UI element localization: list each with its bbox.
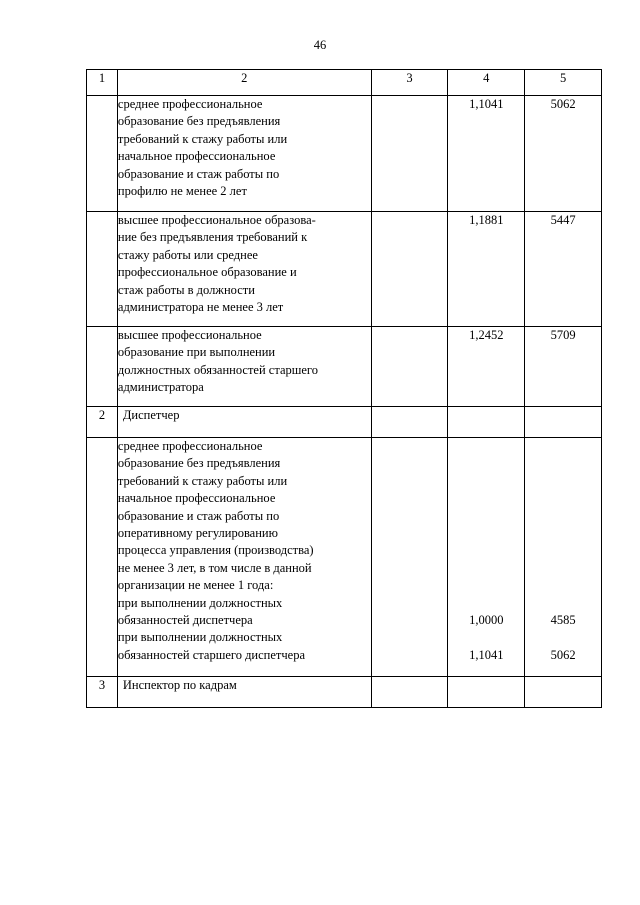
table-row — [87, 327, 602, 407]
salary-senior-dispatcher: 5062 — [550, 648, 576, 662]
coefficient-dispatcher: 1,0000 — [469, 613, 504, 627]
coefficient-cell: 1,2452 — [448, 327, 525, 407]
empty-cell — [525, 407, 602, 438]
salary-cell: 5447 — [525, 212, 602, 327]
index-cell — [87, 96, 118, 212]
text-line: образование без предъявления — [117, 456, 281, 471]
salary-dispatcher: 4585 — [550, 613, 576, 627]
coefficient-cell: 1,1881 — [448, 212, 525, 327]
header-cell-2: 2 — [117, 70, 371, 96]
text-line: администратора не менее 3 лет — [117, 300, 284, 315]
text-line: обязанностей диспетчера — [117, 613, 253, 628]
text-line: обязанностей старшего диспетчера — [117, 647, 305, 662]
salary-cell — [525, 438, 602, 677]
text-line: начальное профессиональное — [117, 149, 276, 164]
header-cell-4: 4 — [448, 70, 525, 96]
text-line: начальное профессиональное — [117, 491, 276, 506]
empty-cell — [371, 407, 448, 438]
text-line: образование при выполнении — [117, 345, 276, 360]
section-title: Диспетчер — [117, 407, 371, 438]
text-line: не менее 3 лет, в том числе в данной — [117, 560, 312, 575]
empty-cell — [371, 327, 448, 407]
header-cell-1: 1 — [87, 70, 118, 96]
index-cell — [87, 438, 118, 677]
empty-cell — [448, 407, 525, 438]
coefficient-senior-dispatcher: 1,1041 — [469, 648, 504, 662]
empty-cell — [371, 438, 448, 677]
header-cell-3: 3 — [371, 70, 448, 96]
text-line: при выполнении должностных — [117, 595, 283, 610]
text-line: стаж работы в должности — [117, 282, 255, 297]
text-line: требований к стажу работы или — [117, 473, 288, 488]
salary-cell: 5709 — [525, 327, 602, 407]
section-row-dispatcher — [87, 407, 602, 438]
text-line: образование и стаж работы по — [117, 166, 280, 181]
text-line: среднее профессиональное — [117, 439, 263, 453]
text-line: среднее профессиональное — [117, 97, 263, 111]
text-line: высшее профессиональное — [117, 328, 262, 342]
empty-cell — [371, 96, 448, 212]
text-line: стажу работы или среднее — [117, 247, 258, 262]
header-cell-5: 5 — [525, 70, 602, 96]
index-cell — [87, 327, 118, 407]
table-row — [87, 438, 602, 677]
requirement-cell — [117, 327, 371, 407]
requirement-cell — [117, 438, 371, 677]
text-line: должностных обязанностей старшего — [117, 362, 318, 377]
text-line: профилю не менее 2 лет — [117, 184, 247, 199]
empty-cell — [371, 677, 448, 708]
text-line: оперативному регулированию — [117, 526, 278, 541]
header-row — [87, 70, 602, 96]
table-row — [87, 212, 602, 327]
empty-cell — [448, 677, 525, 708]
text-line: ние без предъявления требований к — [117, 230, 308, 245]
text-line: профессиональное образование и — [117, 265, 297, 280]
coefficient-cell: 1,1041 — [448, 96, 525, 212]
text-line: процесса управления (производства) — [117, 543, 314, 558]
requirement-cell — [117, 212, 371, 327]
index-cell — [87, 212, 118, 327]
table-row — [87, 96, 602, 212]
section-index: 3 — [87, 677, 118, 708]
section-row-hr-inspector — [87, 677, 602, 708]
requirement-cell — [117, 96, 371, 212]
text-line: образование и стаж работы по — [117, 508, 280, 523]
empty-cell — [525, 677, 602, 708]
text-line: требований к стажу работы или — [117, 131, 288, 146]
text-line: организации не менее 1 года: — [117, 578, 274, 593]
empty-cell — [371, 212, 448, 327]
text-line: при выполнении должностных — [117, 630, 283, 645]
text-line: образование без предъявления — [117, 114, 281, 129]
page-number: 46 — [313, 38, 327, 52]
coefficient-cell — [448, 438, 525, 677]
section-title: Инспектор по кадрам — [117, 677, 371, 708]
salary-table — [86, 69, 602, 708]
salary-cell: 5062 — [525, 96, 602, 212]
section-index: 2 — [87, 407, 118, 438]
text-line: администратора — [117, 380, 204, 395]
text-line: высшее профессиональное образова- — [117, 213, 316, 227]
